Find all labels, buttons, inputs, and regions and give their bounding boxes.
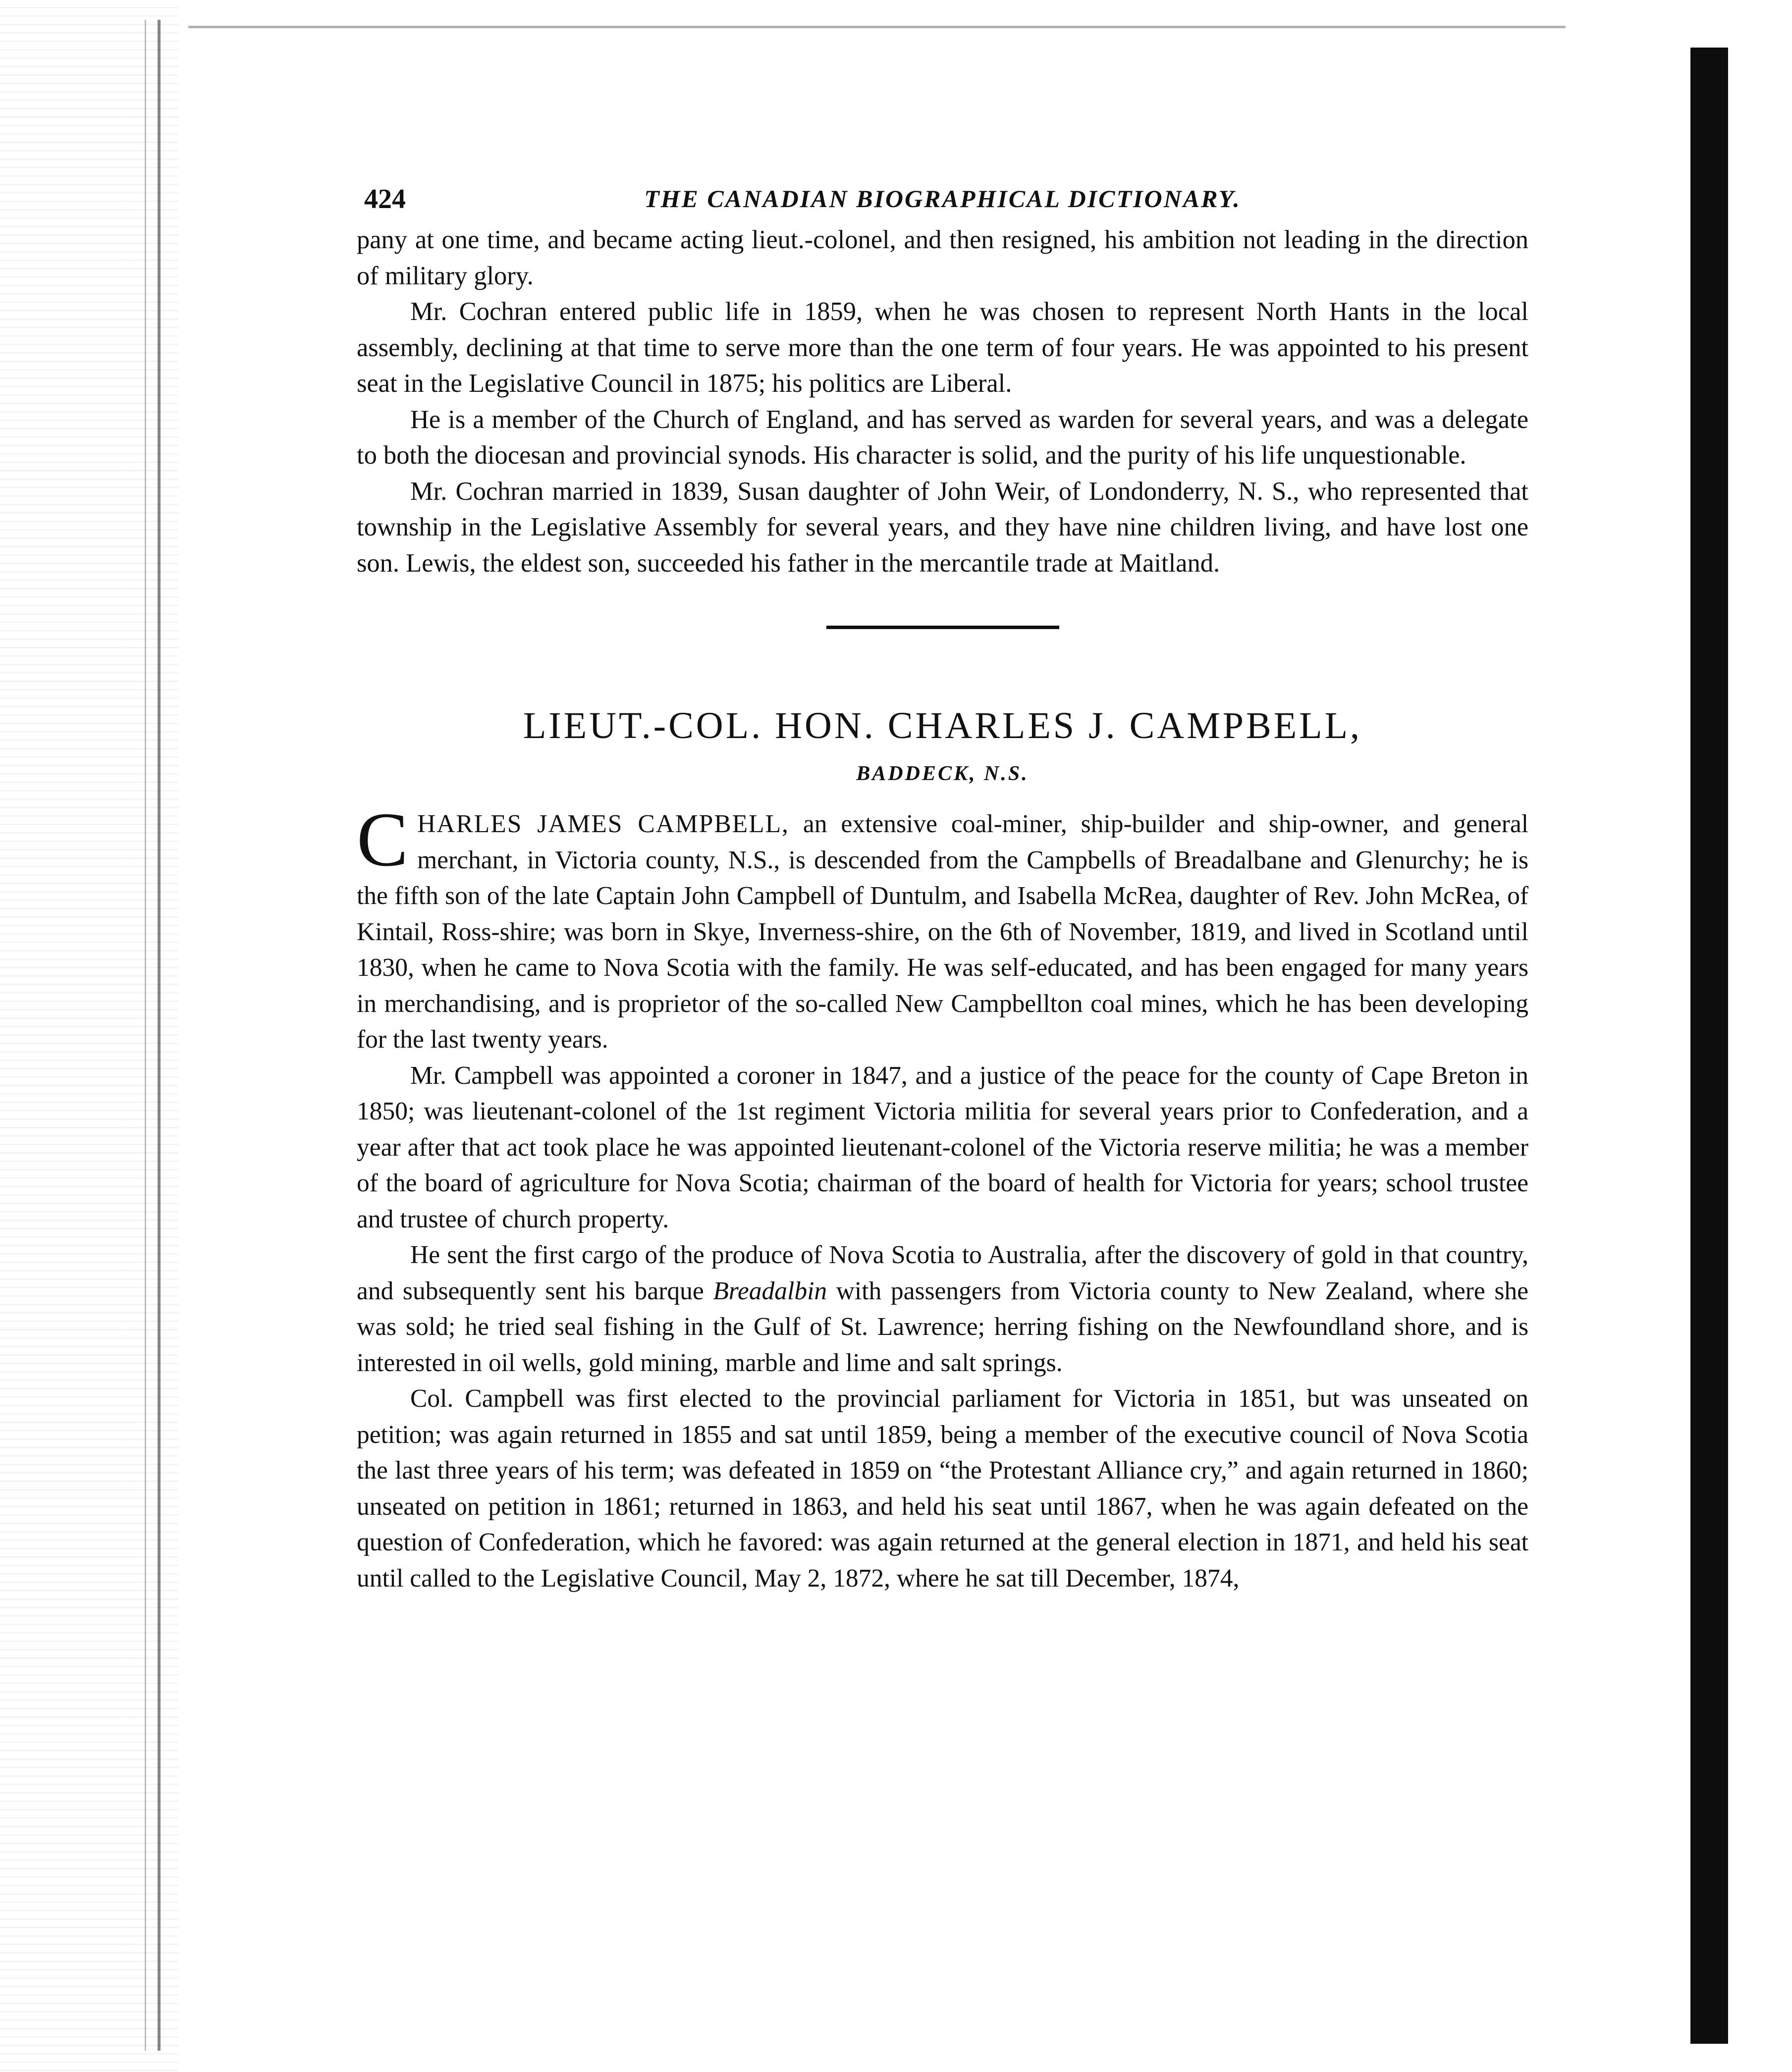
scan-right-shadow — [1690, 48, 1728, 2044]
page-number: 424 — [364, 184, 406, 214]
ship-name: Breadalbin — [713, 1276, 827, 1305]
entry-heading: LIEUT.-COL. HON. CHARLES J. CAMPBELL, — [523, 705, 1362, 746]
lead-paragraph-text: an extensive coal-miner, ship-builder and ship-owner, and general merchant, in Victoria county, N.S., is descended from the Campbells of Breadalbane and Glenurchy; he is the fifth son of the late Captain John Campbell of Duntulm, and Isabella McRea, daughter of Rev. John McRea, of Kintail, Ross-shire; was born in Skye, Inverness-shire, on the 6th of November, 1819, and lived in Scotland until 1830, when he came to Nova Scotia with the family. He was self-educated, and has been engaged for many years in merchandising, and is proprietor of the so-called New Campbellton coal mines, which he has been developing for the last twenty years. — [357, 810, 1529, 1054]
lead-paragraph — [357, 797, 1529, 1058]
paragraph: Mr. Cochran entered public life in 1859, when he was chosen to represent North Hants in the local assembly, declining at that time to serve more than the one term of four years. He was appointed to his present seat in the Legislative Council in 1875; his politics are Liberal. — [357, 297, 1528, 398]
opening-words: HARLES JAMES CAMPBELL, — [417, 810, 789, 838]
entry-place: BADDECK, N.S. — [856, 762, 1029, 785]
paragraph-text: with passengers from Victoria county to New Zealand, where she was sold; he tried seal fishing in the Gulf of St. Lawrence; herring fishing on the Newfoundland shore, and is interested in oil wells, gold mining, marble and lime and salt springs. — [357, 1276, 1529, 1377]
book-page — [357, 178, 1528, 1596]
scan-left-edge — [0, 0, 178, 2072]
paragraph-text: He sent the first cargo of the produce of Nova Scotia to Australia, after the discovery of gold in that country, and subsequently sent his barque — [357, 1241, 1528, 1305]
drop-cap: C — [357, 797, 409, 882]
paragraph: pany at one time, and became acting lieut.-colonel, and then resigned, his ambition not leading in the direction of military glory. — [357, 225, 1528, 290]
entry-separator-rule — [826, 626, 1059, 629]
paragraph: Mr. Campbell was appointed a coroner in 1847, and a justice of the peace for the county of Cape Breton in 1850; was lieutenant-colonel of the 1st regiment Victoria militia for several years prior to Confederation, and a year after that act took place he was appointed lieutenant-colonel of the Victoria reserve militia; he was a member of the board of agriculture for Nova Scotia; chairman of the board of health for Victoria for years; school trustee and trustee of church property. — [357, 1061, 1528, 1233]
paragraph: He is a member of the Church of England, and has served as warden for several years, and was a delegate to both the diocesan and provincial synods. His character is solid, and the purity of his life unquestionable. — [357, 405, 1528, 470]
running-head — [357, 178, 1528, 222]
scan-binding-line — [145, 20, 146, 2051]
scan-top-rule — [188, 26, 1566, 28]
campbell-entry — [357, 797, 1529, 1596]
paragraph: Mr. Cochran married in 1839, Susan daughter of John Weir, of Londonderry, N. S., who represented that township in the Legislative Assembly for several years, and they have nine children living, and have lost one son. Lewis, the eldest son, succeeded his father in the mercantile trade at Maitland. — [357, 477, 1528, 578]
paragraph: Col. Campbell was first elected to the provincial parliament for Victoria in 1851, but was unseated on petition; was again returned in 1855 and sat until 1859, being a member of the executive council of Nova Scotia the last three years of his term; was defeated in 1859 on “the Protestant Alliance cry,” and again returned in 1860; unseated on petition in 1861; returned in 1863, and held his seat until 1867, when he was again defeated on the question of Confederation, which he favored: was again returned at the general election in 1871, and held his seat until called to the Legislative Council, May 2, 1872, where he sat till December, 1874, — [357, 1384, 1528, 1593]
previous-entry — [357, 222, 1528, 581]
running-title: THE CANADIAN BIOGRAPHICAL DICTIONARY. — [644, 185, 1241, 213]
scan-binding-rule — [158, 20, 161, 2051]
paragraph — [357, 1237, 1528, 1381]
